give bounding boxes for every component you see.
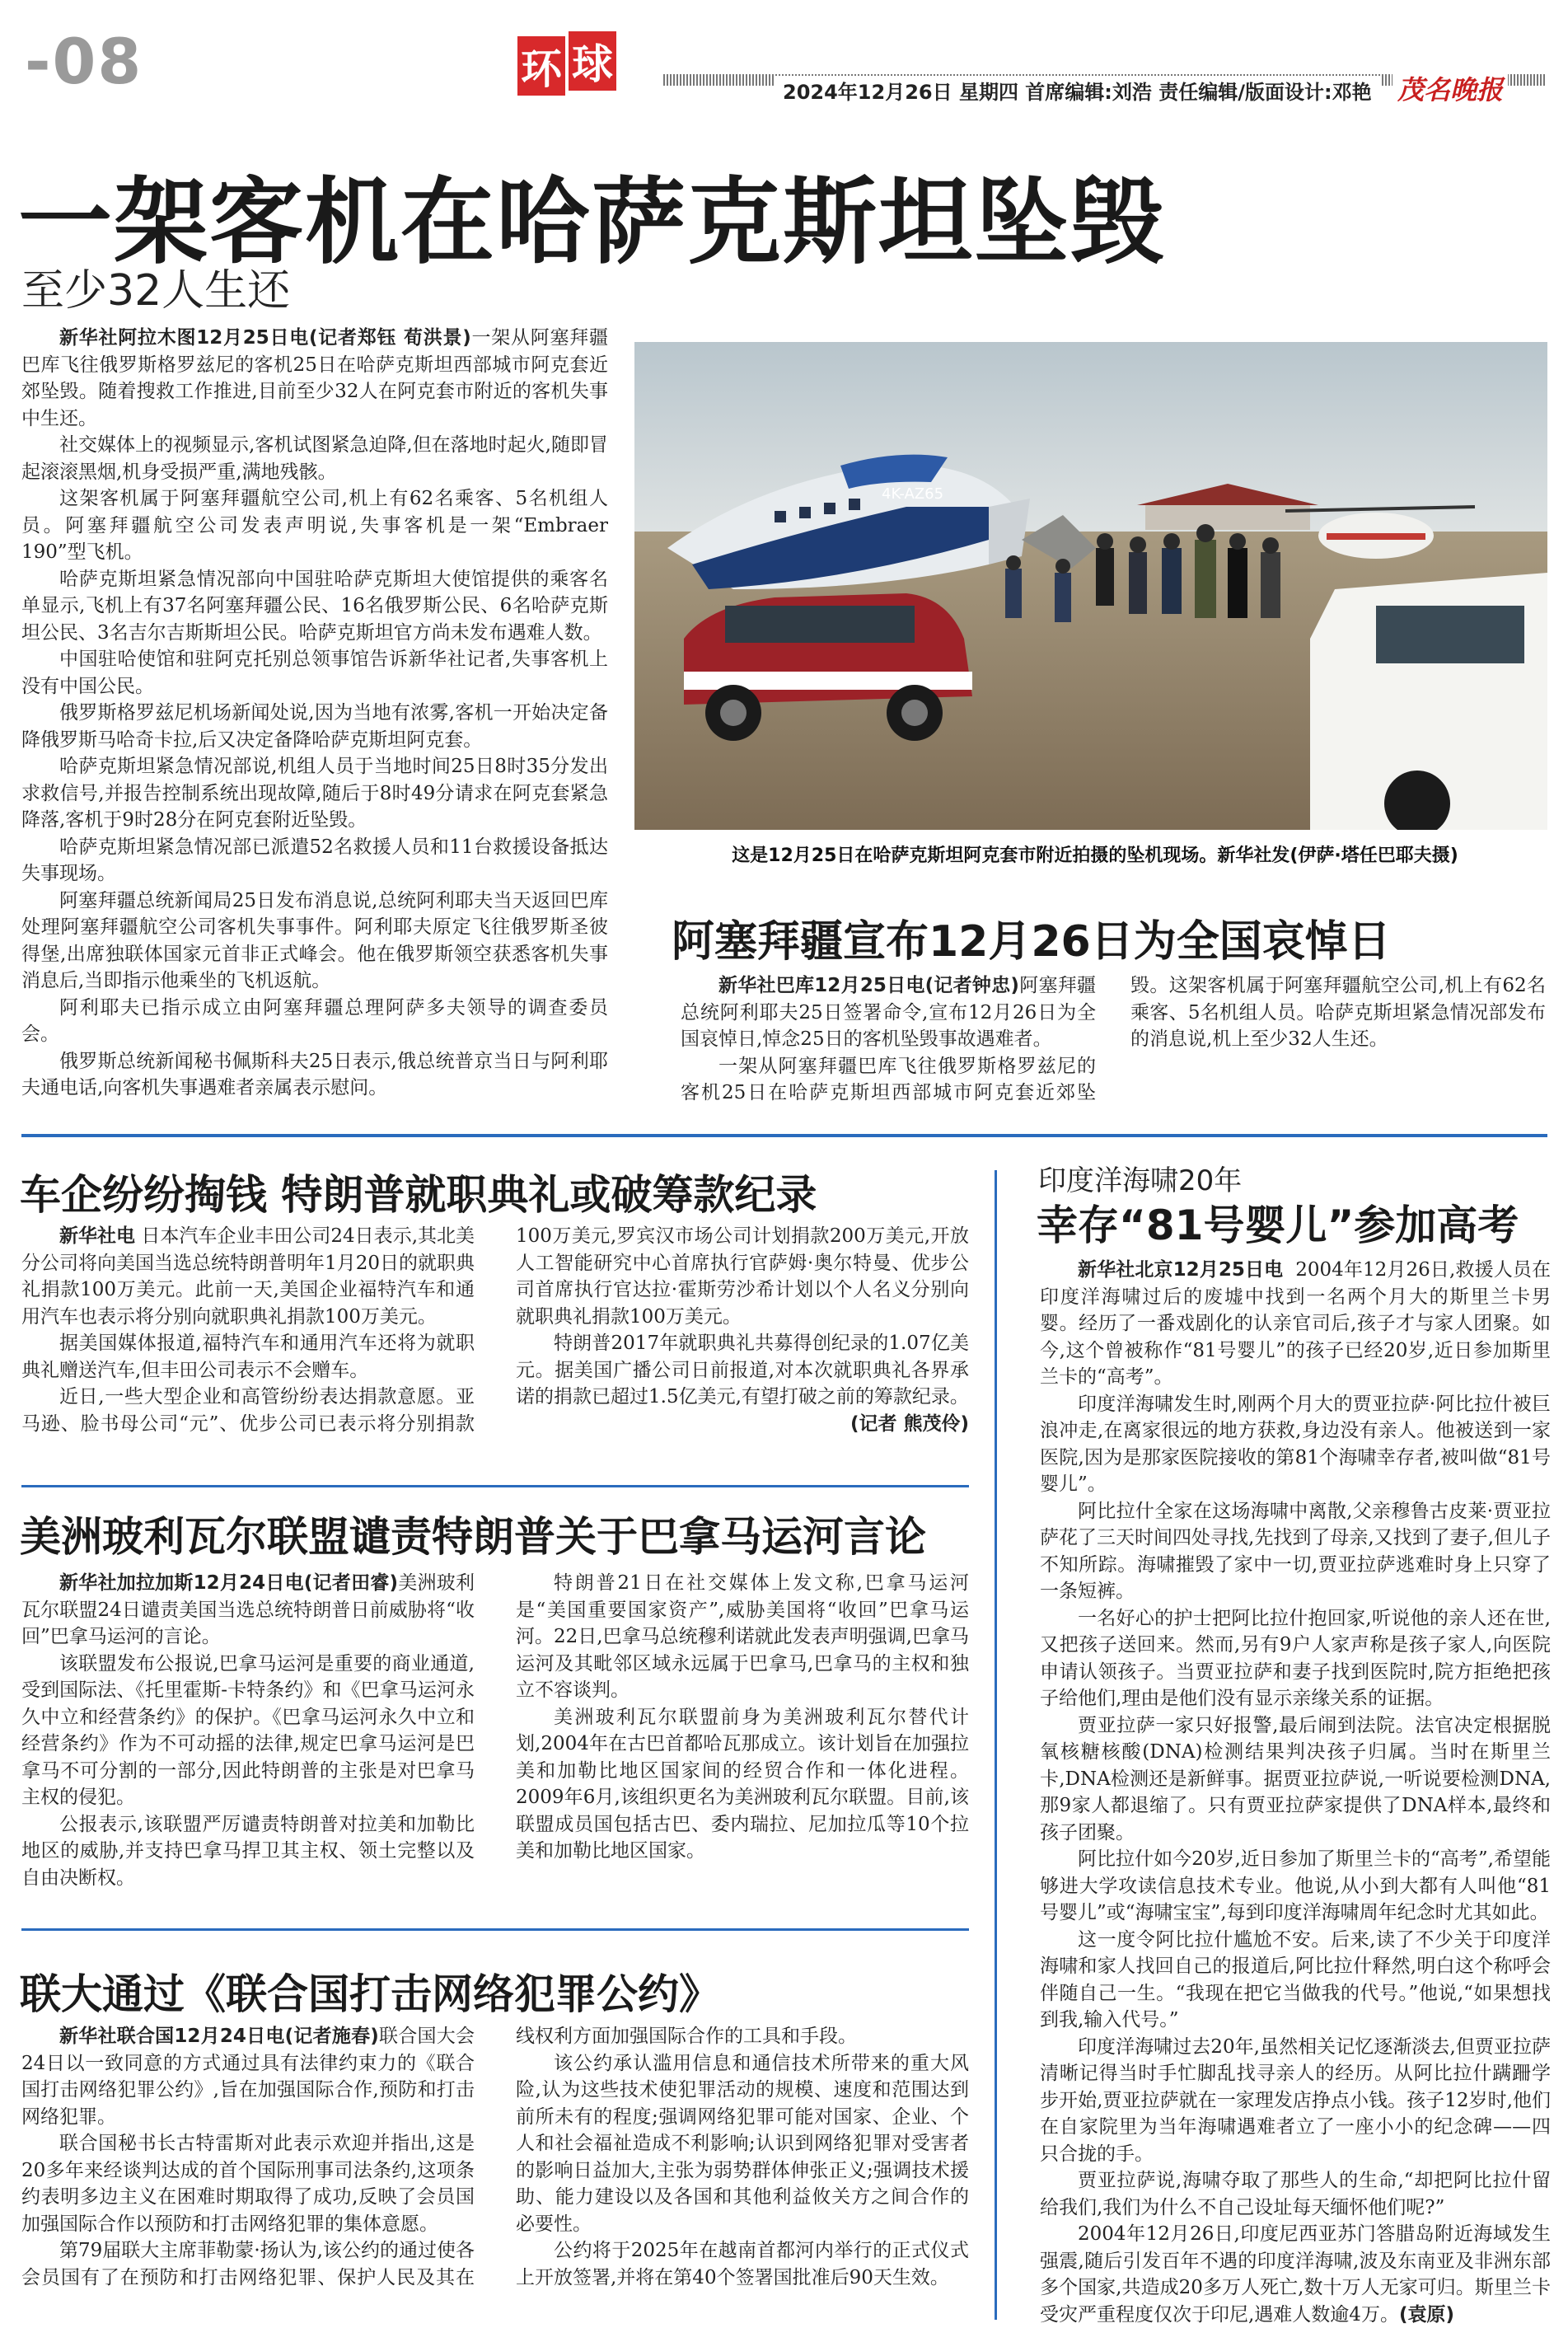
article-paragraph: 印度洋海啸过去20年,虽然相关记忆逐渐淡去,但贾亚拉萨清晰记得当时手忙脚乱找寻亲人的经历。从阿比拉什蹒跚学步开始,贾亚拉萨就在一家理发店挣点小钱。孩子12岁时,他们在自家院里为当年海啸遇难者立了一座小小的纪念碑——四只合拢的手。: [1040, 2035, 1551, 2165]
article-paragraph: 美洲玻利瓦尔联盟前身为美洲玻利瓦尔替代计划,2004年在古巴首都哈瓦那成立。该计划旨在加强拉美和加勒比地区国家间的经贸合作和一体化进程。2009年6月,该组织更名为美洲玻利瓦尔联盟。目前,该联盟成员国包括古巴、委内瑞拉、尼加拉瓜等10个拉美和加勒比地区国家。: [516, 1706, 969, 1862]
article-paragraph: 新华社联合国12月24日电(记者施春)联合国大会24日以一致同意的方式通过具有法律约束力的《联合国打击网络犯罪公约》,旨在加强国际合作,预防和打击网络犯罪。: [21, 2026, 475, 2128]
article-paragraph: 该联盟发布公报说,巴拿马运河是重要的商业通道,受到国际法、《托里霍斯-卡特条约》和《巴拿马运河永久中立和经营条约》的保护。《巴拿马运河永久中立和经营条约》作为不可动摇的法律,规定巴拿马运河是巴拿马不可分割的一部分,因此特朗普的主张是对巴拿马主权的侵犯。: [21, 1652, 475, 1808]
car-article-body: [21, 1223, 969, 1437]
panama-headline: 美洲玻利瓦尔联盟谴责特朗普关于巴拿马运河言论: [20, 1513, 926, 1561]
dateline: 新华社北京12月25日电: [1078, 1259, 1284, 1281]
tsunami-headline: 幸存“81号婴儿”参加高考: [1037, 1201, 1519, 1249]
article-paragraph: 这一度令阿比拉什尴尬不安。后来,读了不少关于印度洋海啸和家人找回自己的报道后,阿比拉什释然,明白这个称呼会伴随自己一生。“我现在把它当做我的代号。”他说,“如果想找到我,输入代号。”: [1040, 1928, 1551, 2031]
article-paragraph: 公报表示,该联盟严厉谴责特朗普对拉美和加勒比地区的威胁,并支持巴拿马捍卫其主权、领土完整以及自由决断权。: [21, 1813, 475, 1889]
dateline: 新华社联合国12月24日电(记者施春): [59, 2026, 379, 2047]
byline: (袁原): [1398, 2303, 1454, 2326]
byline: (记者 熊茂伶): [850, 1412, 969, 1435]
article-paragraph: 新华社阿拉木图12月25日电(记者郑钰 荀洪景)一架从阿塞拜疆巴库飞往俄罗斯格罗兹尼的客机25日在哈萨克斯坦西部城市阿克套近郊坠毁。随着搜救工作推进,目前至少32人在阿克套市附近的客机失事中生还。: [21, 327, 609, 429]
crash-scene-illustration: [634, 342, 1547, 830]
dateline: 新华社电: [59, 1225, 136, 1247]
dateline: 新华社加拉加斯12月24日电(记者田睿): [59, 1572, 399, 1594]
section-divider: [21, 1485, 969, 1487]
article-paragraph: 2004年12月26日,印度尼西亚苏门答腊岛附近海域发生强震,随后引发百年不遇的印度洋海啸,波及东南亚及非洲东部多个国家,共造成20多万人死亡,数十万人无家可归。斯里兰卡受灾严重程度仅次于印尼,遇难人数逾4万。(袁原): [1040, 2223, 1551, 2326]
az-article-body: [681, 972, 1546, 1107]
article-paragraph: 哈萨克斯坦紧急情况部已派遣52名救援人员和11台救援设备抵达失事现场。: [21, 836, 608, 884]
article-paragraph: 第79届联大主席菲勒蒙·扬认为,该公约的通过使各会员国有了在预防和打击网络犯罪、保护人民及其在线权利方面加强国际合作的工具和手段。: [21, 2026, 857, 2288]
aircraft-registration: 4K-AZ65: [882, 485, 944, 503]
article-paragraph: 中国驻哈使馆和驻阿克托别总领事馆告诉新华社记者,失事客机上没有中国公民。: [21, 649, 608, 697]
article-paragraph: 贾亚拉萨说,海啸夺取了那些人的生命,“却把阿比拉什留给我们,我们为什么不自己设址每天缅怀他们呢?”: [1040, 2170, 1551, 2218]
article-paragraph: 俄罗斯格罗兹尼机场新闻处说,因为当地有浓雾,客机一开始决定备降俄罗斯马哈奇卡拉,后又决定备降哈萨克斯坦阿克套。: [21, 702, 608, 751]
article-paragraph: 阿比拉什全家在这场海啸中离散,父亲穆鲁古皮莱·贾亚拉萨花了三天时间四处寻找,先找到了母亲,又找到了妻子,但儿子不知所踪。海啸摧毁了家中一切,贾亚拉萨逃难时身上只穿了一条短裤。: [1040, 1500, 1551, 1602]
article-paragraph: 特朗普21日在社交媒体上发文称,巴拿马运河是“美国重要国家资产”,威胁美国将“收回”巴拿马运河。22日,巴拿马总统穆利诺就此发表声明强调,巴拿马运河及其毗邻区域永远属于巴拿马,巴拿马的主权和独立不容谈判。: [516, 1572, 969, 1701]
article-paragraph: 哈萨克斯坦紧急情况部向中国驻哈萨克斯坦大使馆提供的乘客名单显示,飞机上有37名阿塞拜疆公民、16名俄罗斯公民、6名哈萨克斯坦公民、3名吉尔吉斯斯坦公民。哈萨克斯坦官方尚未发布遇难人数。: [21, 568, 608, 644]
tsunami-article-body: [1040, 1257, 1551, 2328]
article-paragraph: 新华社电 日本汽车企业丰田公司24日表示,其北美分公司将向美国当选总统特朗普明年1月20日的就职典礼捐款100万美元。此前一天,美国企业福特汽车和通用汽车也表示将分别向就职典礼捐款100万美元。: [21, 1225, 475, 1328]
article-paragraph: 联合国秘书长古特雷斯对此表示欢迎并指出,这是20多年来经谈判达成的首个国际刑事司法条约,这项条约表明多边主义在困难时期取得了成功,反映了会员国加强国际合作以预防和打击网络犯罪的集体意愿。: [21, 2133, 475, 2235]
article-paragraph: 俄罗斯总统新闻秘书佩斯科夫25日表示,俄总统普京当日与阿利耶夫通电话,向客机失事遇难者亲属表示慰问。: [21, 1050, 608, 1098]
article-paragraph: 社交媒体上的视频显示,客机试图紧急迫降,但在落地时起火,随即冒起滚滚黑烟,机身受损严重,满地残骸。: [21, 434, 608, 483]
photo-caption: 这是12月25日在哈萨克斯坦阿克套市附近拍摄的坠机现场。新华社发(伊萨·塔任巴耶夫摄): [732, 845, 1458, 866]
panama-article-body: [21, 1570, 969, 1891]
un-headline: 联大通过《联合国打击网络犯罪公约》: [20, 1970, 720, 2018]
main-article-body: [21, 325, 608, 1102]
main-headline: 一架客机在哈萨克斯坦坠毁: [18, 167, 1166, 277]
masthead-logo: 茂名晚报: [1392, 69, 1508, 107]
article-paragraph: 阿比拉什如今20岁,近日参加了斯里兰卡的“高考”,希望能够进大学攻读信息技术专业。他说,从小到大都有人叫他“81号婴儿”或“海啸宝宝”,每到印度洋海啸周年纪念时尤其如此。: [1040, 1848, 1551, 1923]
section-divider: [21, 1928, 969, 1931]
tsunami-kicker: 印度洋海啸20年: [1038, 1164, 1243, 1197]
article-paragraph: 新华社巴库12月25日电(记者钟忠)阿塞拜疆总统阿利耶夫25日签署命令,宣布12月26日为全国哀悼日,悼念25日的客机坠毁事故遇难者。: [681, 975, 1096, 1050]
column-divider: [995, 1170, 997, 2320]
car-headline: 车企纷纷掏钱 特朗普就职典礼或破筹款纪录: [20, 1171, 817, 1219]
section-badge: [517, 36, 618, 96]
main-subheadline: 至少32人生还: [21, 266, 291, 316]
article-paragraph: 近日,一些大型企业和高管纷纷表达捐款意愿。亚马逊、脸书母公司“元”、优步公司已表示将分别捐款100万美元,罗宾汉市场公司计划捐款200万美元,开放人工智能研究中心首席执行官萨姆·奥尔特曼、优步公司首席执行官达拉·霍斯劳沙希计划以个人名义分别向就职典礼捐款100万美元。: [21, 1225, 969, 1435]
section-divider: [21, 1134, 1547, 1137]
article-paragraph: 哈萨克斯坦紧急情况部说,机组人员于当地时间25日8时35分发出求救信号,并报告控制系统出现故障,随后于8时49分请求在阿克套紧急降落,客机于9时28分在阿克套附近坠毁。: [21, 756, 608, 831]
dateline: 新华社巴库12月25日电(记者钟忠): [718, 975, 1019, 996]
article-paragraph: 一名好心的护士把阿比拉什抱回家,听说他的亲人还在世,又把孩子送回来。然而,另有9户人家声称是孩子家人,向医院申请认领孩子。当贾亚拉萨和妻子找到医院时,院方拒绝把孩子给他们,理由是他们没有显示亲缘关系的证据。: [1040, 1607, 1551, 1709]
article-paragraph: 这架客机属于阿塞拜疆航空公司,机上有62名乘客、5名机组人员。阿塞拜疆航空公司发表声明说,失事客机是一架“Embraer 190”型飞机。: [21, 488, 608, 563]
un-article-body: [21, 2023, 969, 2291]
article-paragraph: 印度洋海啸发生时,刚两个月大的贾亚拉萨·阿比拉什被巨浪冲走,在离家很远的地方获救,身边没有亲人。他被送到一家医院,因为是那家医院接收的第81个海啸幸存者,被叫做“81号婴儿”。: [1040, 1393, 1551, 1495]
crash-site-photo: [634, 342, 1547, 830]
section-badge-char: 环: [517, 36, 565, 96]
header-info: 2024年12月26日 星期四 首席编辑:刘浩 责任编辑/版面设计:邓艳: [775, 76, 1380, 105]
article-paragraph: 据美国媒体报道,福特汽车和通用汽车还将为就职典礼赠送汽车,但丰田公司表示不会赠车。: [21, 1333, 475, 1381]
az-headline: 阿塞拜疆宣布12月26日为全国哀悼日: [672, 917, 1391, 967]
article-paragraph: 该公约承认滥用信息和通信技术所带来的重大风险,认为这些技术使犯罪活动的规模、速度和范围达到前所未有的程度;强调网络犯罪可能对国家、企业、个人和社会福祉造成不利影响;认识到网络犯罪对受害者的影响日益加大,主张为弱势群体伸张正义;强调技术援助、能力建设以及各国和其他利益攸关方之间合作的必要性。: [516, 2052, 969, 2235]
article-paragraph: 阿塞拜疆总统新闻局25日发布消息说,总统阿利耶夫当天返回巴库处理阿塞拜疆航空公司客机失事事件。阿利耶夫原定飞往俄罗斯圣彼得堡,出席独联体国家元首非正式峰会。他在俄罗斯领空获悉客机失事消息后,当即指示他乘坐的飞机返航。: [21, 889, 608, 991]
article-paragraph: 新华社北京12月25日电 2004年12月26日,救援人员在印度洋海啸过后的废墟中找到一名两个月大的斯里兰卡男婴。经历了一番戏剧化的认亲官司后,孩子才与家人团聚。如今,这个曾被称作“81号婴儿”的孩子已经20岁,近日参加斯里兰卡的“高考”。: [1040, 1259, 1552, 1388]
article-paragraph: 贾亚拉萨一家只好报警,最后闹到法院。法官决定根据脱氧核糖核酸(DNA)检测结果判决孩子归属。当时在斯里兰卡,DNA检测还是新鲜事。据贾亚拉萨说,一听说要检测DNA,那9家人都退缩了。只有贾亚拉萨家提供了DNA样本,最终和孩子团聚。: [1040, 1714, 1551, 1843]
page-number: -08: [25, 25, 143, 98]
article-paragraph: 新华社加拉加斯12月24日电(记者田睿)美洲玻利瓦尔联盟24日谴责美国当选总统特朗普日前威胁将“收回”巴拿马运河的言论。: [21, 1572, 475, 1647]
dateline: 新华社阿拉木图12月25日电(记者郑钰 荀洪景): [59, 327, 471, 349]
article-paragraph: 一架从阿塞拜疆巴库飞往俄罗斯格罗兹尼的客机25日在哈萨克斯坦西部城市阿克套近郊坠毁。这架客机属于阿塞拜疆航空公司,机上有62名乘客、5名机组人员。哈萨克斯坦紧急情况部发布的消息说,机上至少32人生还。: [681, 975, 1546, 1103]
section-badge-char: 球: [569, 31, 616, 91]
article-paragraph: 特朗普2017年就职典礼共募得创纪录的1.07亿美元。据美国广播公司日前报道,对本次就职典礼各界承诺的捐款已超过1.5亿美元,有望打破之前的筹款纪录。: [516, 1333, 969, 1408]
article-paragraph: 阿利耶夫已指示成立由阿塞拜疆总理阿萨多夫领导的调查委员会。: [21, 996, 608, 1045]
article-paragraph: 公约将于2025年在越南首都河内举行的正式仪式上开放签署,并将在第40个签署国批准后90天生效。: [516, 2240, 969, 2288]
